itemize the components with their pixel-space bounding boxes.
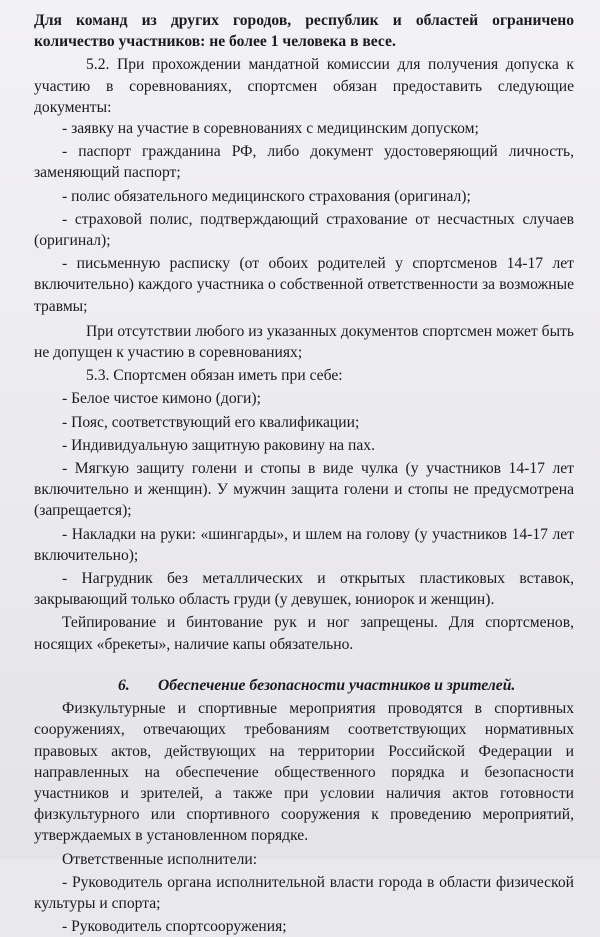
section-6-number: 6. bbox=[118, 676, 130, 694]
list-item: - Руководитель органа исполнительной власти города в области физической культуры и спорта; bbox=[34, 873, 574, 912]
section-6-paragraph: Физкультурные и спортивные мероприятия проводятся в спортивных сооружениях, отвечающих требованиям соответствующих нормативных правовых актов, действующих на территории Российской Федерации и направленных на обеспечение общественного порядка и безопасности участников и зрителей, а также при условии наличия актов готовности физкультурного или спортивного сооружения к проведению мероприятий, утверждаемых в установленном порядке. bbox=[34, 700, 574, 845]
section-6-title: Обеспечение безопасности участников и зрителей. bbox=[158, 676, 516, 694]
section-5-2-text: 5.2. При прохождении мандатной комиссии для получения допуска к участию в соревнованиях, спортсмен обязан предоставить следующие документы: bbox=[34, 56, 574, 116]
list-item: - полис обязательного медицинского страхования (оригинал); bbox=[62, 187, 471, 205]
list-item: - Пояс, соответствующий его квалификации; bbox=[62, 413, 360, 431]
list-item: - Индивидуальную защитную раковину на пах. bbox=[62, 436, 375, 454]
list-item: - страховой полис, подтверждающий страхование от несчастных случаев (оригинал); bbox=[34, 210, 574, 250]
section-5-3-note: Тейпирование и бинтование рук и ног запрещены. Для спортсменов, носящих «брекеты», наличие капы обязательно. bbox=[34, 614, 574, 653]
document-body bbox=[34, 10, 574, 937]
responsible-label: Ответственные исполнители: bbox=[62, 850, 258, 868]
intro-paragraph: Для команд из других городов, республик и областей ограничено количество участников: не более 1 человека в весе. bbox=[34, 12, 574, 51]
section-6-heading bbox=[34, 675, 574, 696]
section-5-3-text: 5.3. Спортсмен обязан иметь при себе: bbox=[86, 367, 343, 385]
list-item: - паспорт гражданина РФ, либо документ удостоверяющий личность, заменяющий паспорт; bbox=[34, 143, 574, 182]
list-item: - заявку на участие в соревнованиях с медицинским допуском; bbox=[62, 120, 479, 138]
section-5-2-note: При отсутствии любого из указанных документов спортсмен может быть не допущен к участию в соревнованиях; bbox=[34, 322, 574, 362]
list-item: - Мягкую защиту голени и стопы в виде чулка (у участников 14-17 лет включительно и женщин). У мужчин защита голени и стопы не предусмотрена (запрещается); bbox=[34, 460, 574, 520]
list-item: - письменную расписку (от обоих родителей у спортсменов 14-17 лет включительно) каждого участника о собственной ответственности за возможные травмы; bbox=[34, 255, 574, 315]
list-item: - Руководитель спортсооружения; bbox=[62, 918, 287, 936]
list-item: - Нагрудник без металлических и открытых пластиковых вставок, закрывающий только область груди (у девушек, юниорок и женщин). bbox=[34, 570, 574, 609]
list-item: - Белое чистое кимоно (доги); bbox=[62, 390, 261, 408]
list-item: - Накладки на руки: «шингарды», и шлем на голову (у участников 14-17 лет включительно); bbox=[34, 525, 574, 564]
